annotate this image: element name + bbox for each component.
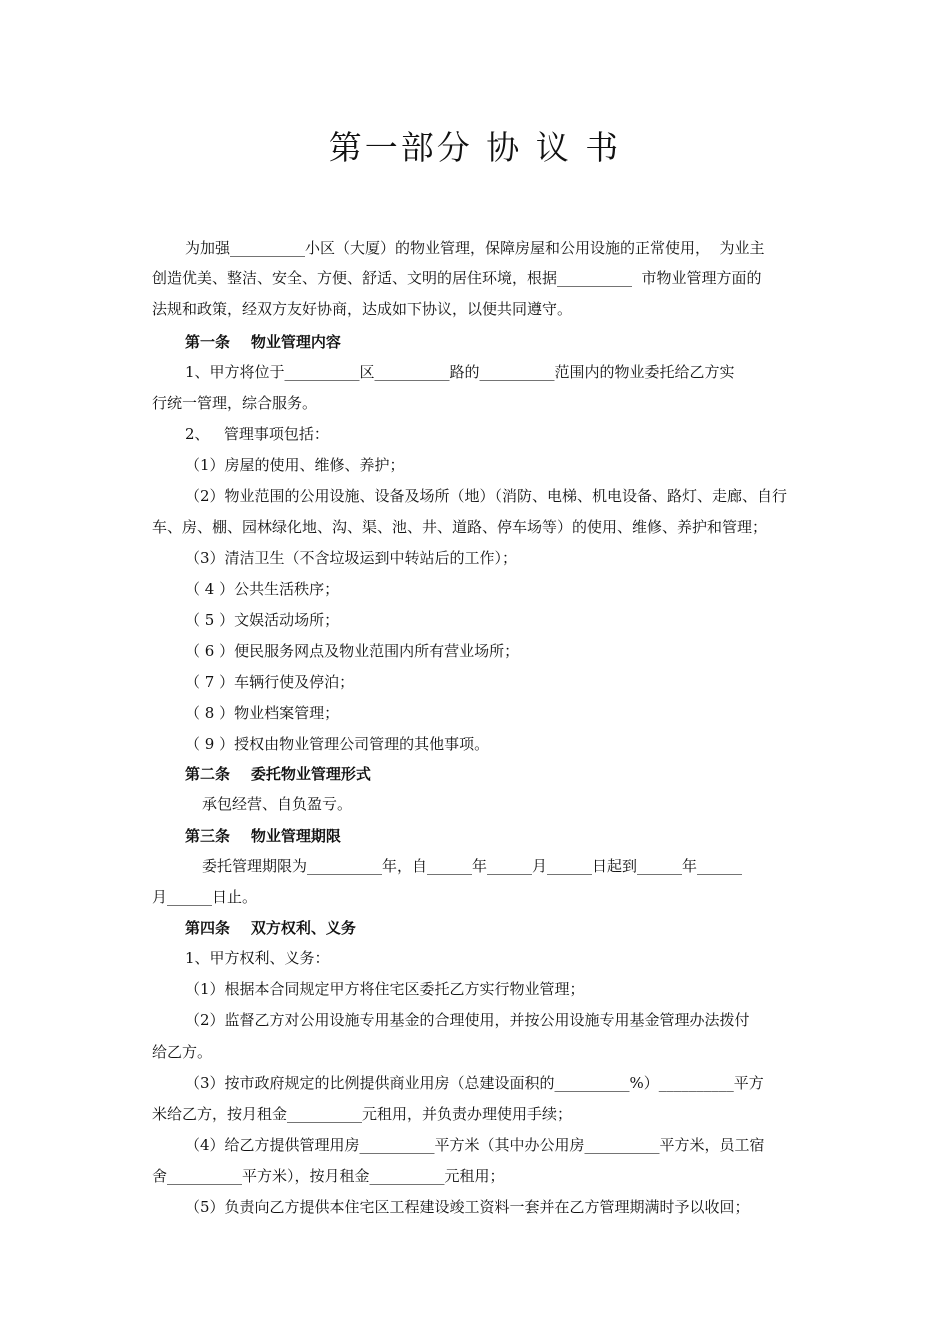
paragraph-line: 承包经营、自负盈亏。 (202, 795, 353, 813)
paragraph-line: （2）物业范围的公用设施、设备及场所（地）（消防、电梯、机电设备、路灯、走廊、自行 (185, 487, 788, 505)
paragraph-line: （1）房屋的使用、维修、养护； (185, 456, 405, 474)
paragraph-line: （3）按市政府规定的比例提供商业用房（总建设面积的__________%）__________平方 (185, 1074, 764, 1092)
paragraph-line: 2、 管理事项包括： (185, 425, 329, 443)
paragraph-line: 行统一管理，综合服务。 (152, 394, 318, 412)
paragraph-line: （5）负责向乙方提供本住宅区工程建设竣工资料一套并在乙方管理期满时予以收回； (185, 1198, 750, 1216)
paragraph-line: （ 8 ）物业档案管理； (185, 704, 340, 722)
article-heading: 第二条 委托物业管理形式 (185, 765, 371, 783)
paragraph-line: （ 9 ）授权由物业管理公司管理的其他事项。 (185, 735, 490, 753)
paragraph-line: 米给乙方，按月租金__________元租用，并负责办理使用手续； (152, 1105, 573, 1123)
paragraph-line: （2）监督乙方对公用设施专用基金的合理使用，并按公用设施专用基金管理办法拨付 (185, 1011, 750, 1029)
paragraph-line: （ 4 ）公共生活秩序； (185, 580, 340, 598)
article-heading: 第四条 双方权利、义务 (185, 919, 356, 937)
paragraph-line: 1、甲方将位于__________区__________路的__________范围内的物业委托给乙方实 (185, 363, 735, 381)
paragraph-line: 法规和政策，经双方友好协商，达成如下协议，以便共同遵守。 (152, 300, 573, 318)
article-heading: 第三条 物业管理期限 (185, 827, 341, 845)
paragraph-line: 委托管理期限为__________年，自______年______月______日起到______年______ (202, 857, 743, 875)
paragraph-line: （ 7 ）车辆行使及停泊； (185, 673, 355, 691)
paragraph-line: （ 6 ）便民服务网点及物业范围内所有营业场所； (185, 642, 520, 660)
paragraph-line: 月______日止。 (152, 888, 258, 906)
document-title: 第一部分 协 议 书 (328, 128, 622, 167)
paragraph-line: 车、房、棚、园林绿化地、沟、渠、池、井、道路、停车场等）的使用、维修、养护和管理； (152, 518, 768, 536)
paragraph-line: 舍__________平方米），按月租金__________元租用； (152, 1167, 505, 1185)
paragraph-line: （3）清洁卫生（不含垃圾运到中转站后的工作）； (185, 549, 518, 567)
paragraph-line: 1、甲方权利、义务： (185, 949, 330, 967)
paragraph-line: （4）给乙方提供管理用房__________平方米（其中办公用房__________平方米，员工宿 (185, 1136, 765, 1154)
paragraph-line: 创造优美、整洁、安全、方便、舒适、文明的居住环境，根据__________ 市物业管理方面的 (152, 269, 762, 287)
article-heading: 第一条 物业管理内容 (185, 333, 341, 351)
paragraph-line: 给乙方。 (152, 1043, 213, 1061)
paragraph-line: （ 5 ）文娱活动场所； (185, 611, 340, 629)
paragraph-line: （1）根据本合同规定甲方将住宅区委托乙方实行物业管理； (185, 980, 585, 998)
paragraph-line: 为加强__________小区（大厦）的物业管理，保障房屋和公用设施的正常使用， 为业主 (185, 239, 765, 257)
